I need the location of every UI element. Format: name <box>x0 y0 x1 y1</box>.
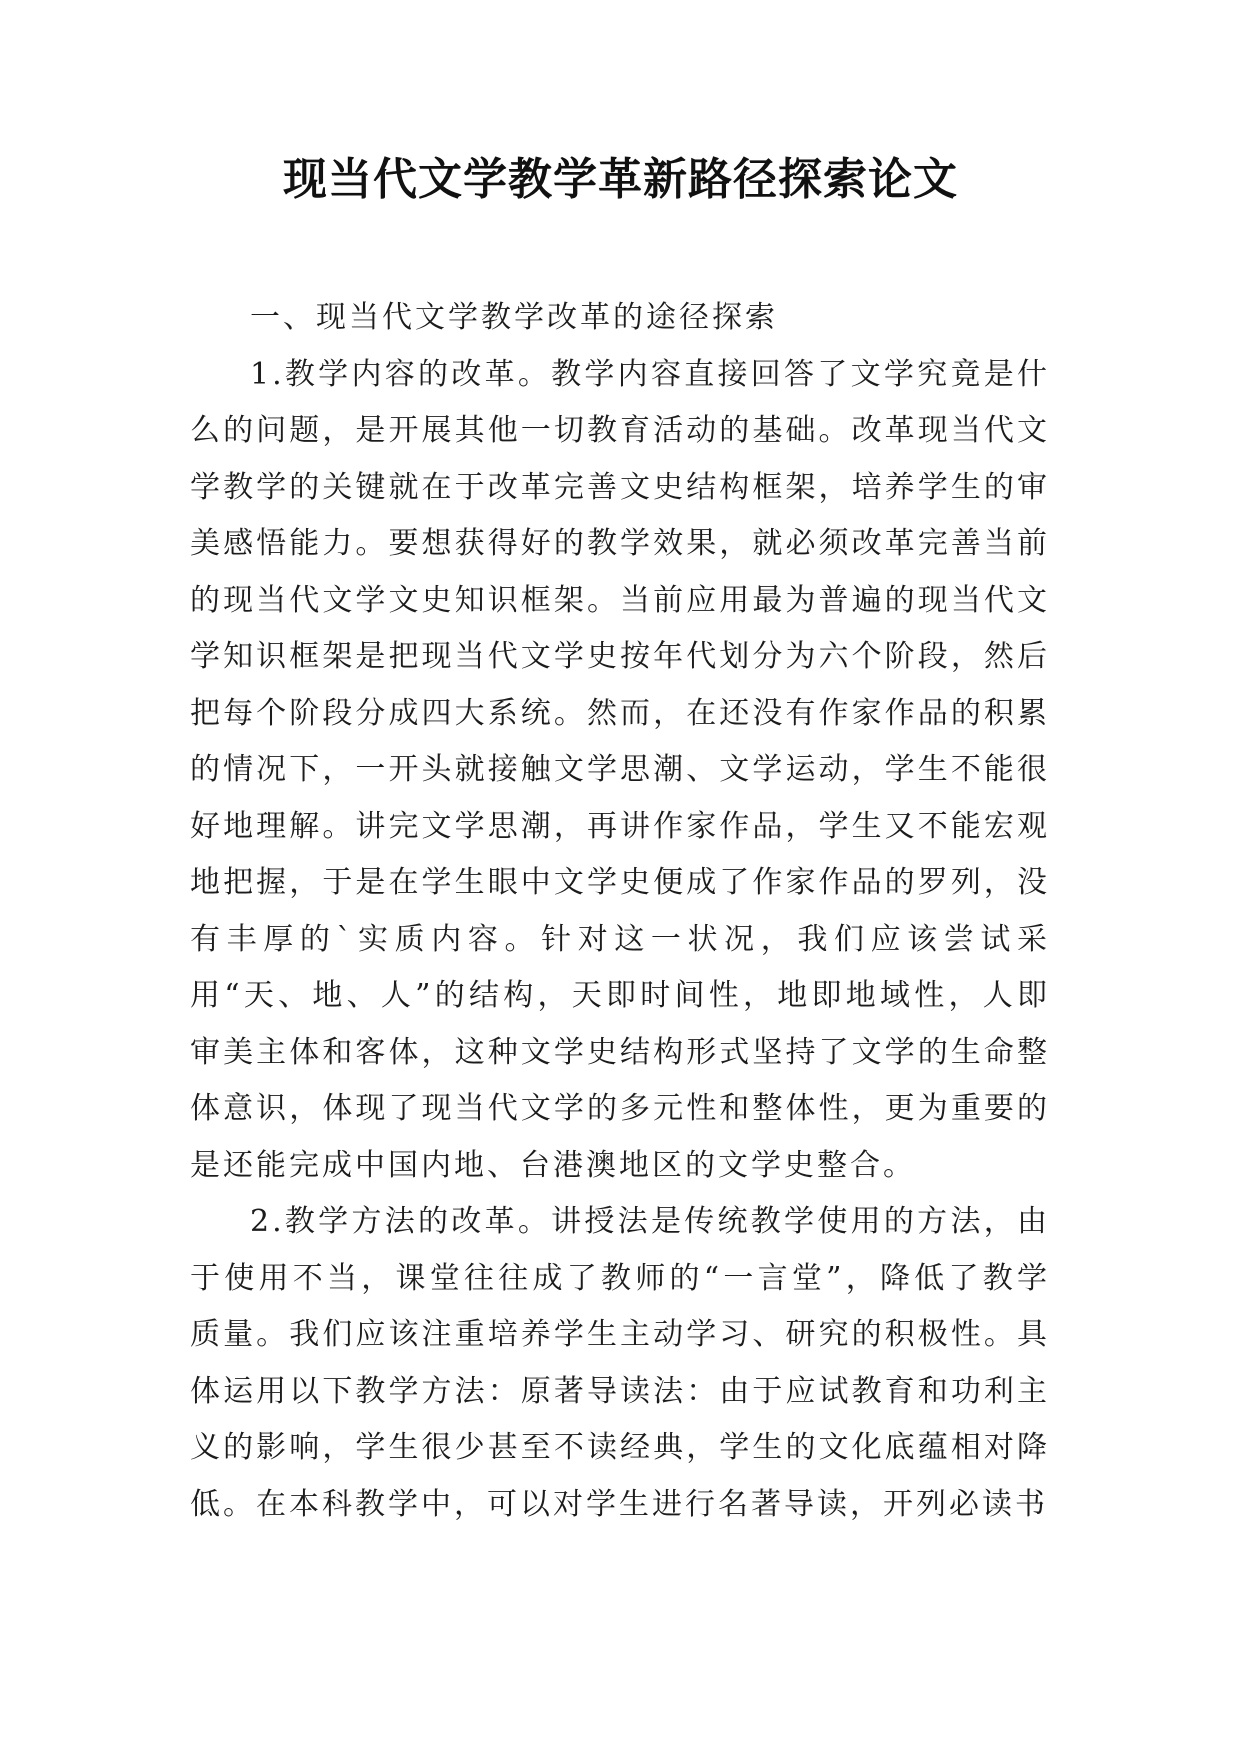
paragraph-teaching-content: 1.教学内容的改革。教学内容直接回答了文学究竟是什么的问题，是开展其他一切教育活动的基础。改革现当代文学教学的关键就在于改革完善文史结构框架，培养学生的审美感悟能力。要想获得好的教学效果，就必须改革完善当前的现当代文学文史知识框架。当前应用最为普遍的现当代文学知识框架是把现当代文学史按年代划分为六个阶段，然后把每个阶段分成四大系统。然而，在还没有作家作品的积累的情况下，一开头就接触文学思潮、文学运动，学生不能很好地理解。讲完文学思潮，再讲作家作品，学生又不能宏观地把握，于是在学生眼中文学史便成了作家作品的罗列，没有丰厚的`实质内容。针对这一状况，我们应该尝试采用“天、地、人”的结构，天即时间性，地即地域性，人即审美主体和客体，这种文学史结构形式坚持了文学的生命整体意识，体现了现当代文学的多元性和整体性，更为重要的是还能完成中国内地、台港澳地区的文学史整合。 <box>190 356 1050 1183</box>
paragraph-teaching-method: 2.教学方法的改革。讲授法是传统教学使用的方法，由于使用不当，课堂往往成了教师的“一言堂”，降低了教学质量。我们应该注重培养学生主动学习、研究的积极性。具体运用以下教学方法：原著导读法：由于应试教育和功利主义的影响，学生很少甚至不读经典，学生的文化底蕴相对降低。在本科教学中，可以对学生进行名著导读，开列必读书 <box>190 1204 1050 1522</box>
document-body <box>190 290 1050 1533</box>
section-heading: 一、现当代文学教学改革的途径探索 <box>250 300 778 335</box>
document-title: 现当代文学教学革新路径探索论文 <box>283 154 958 205</box>
